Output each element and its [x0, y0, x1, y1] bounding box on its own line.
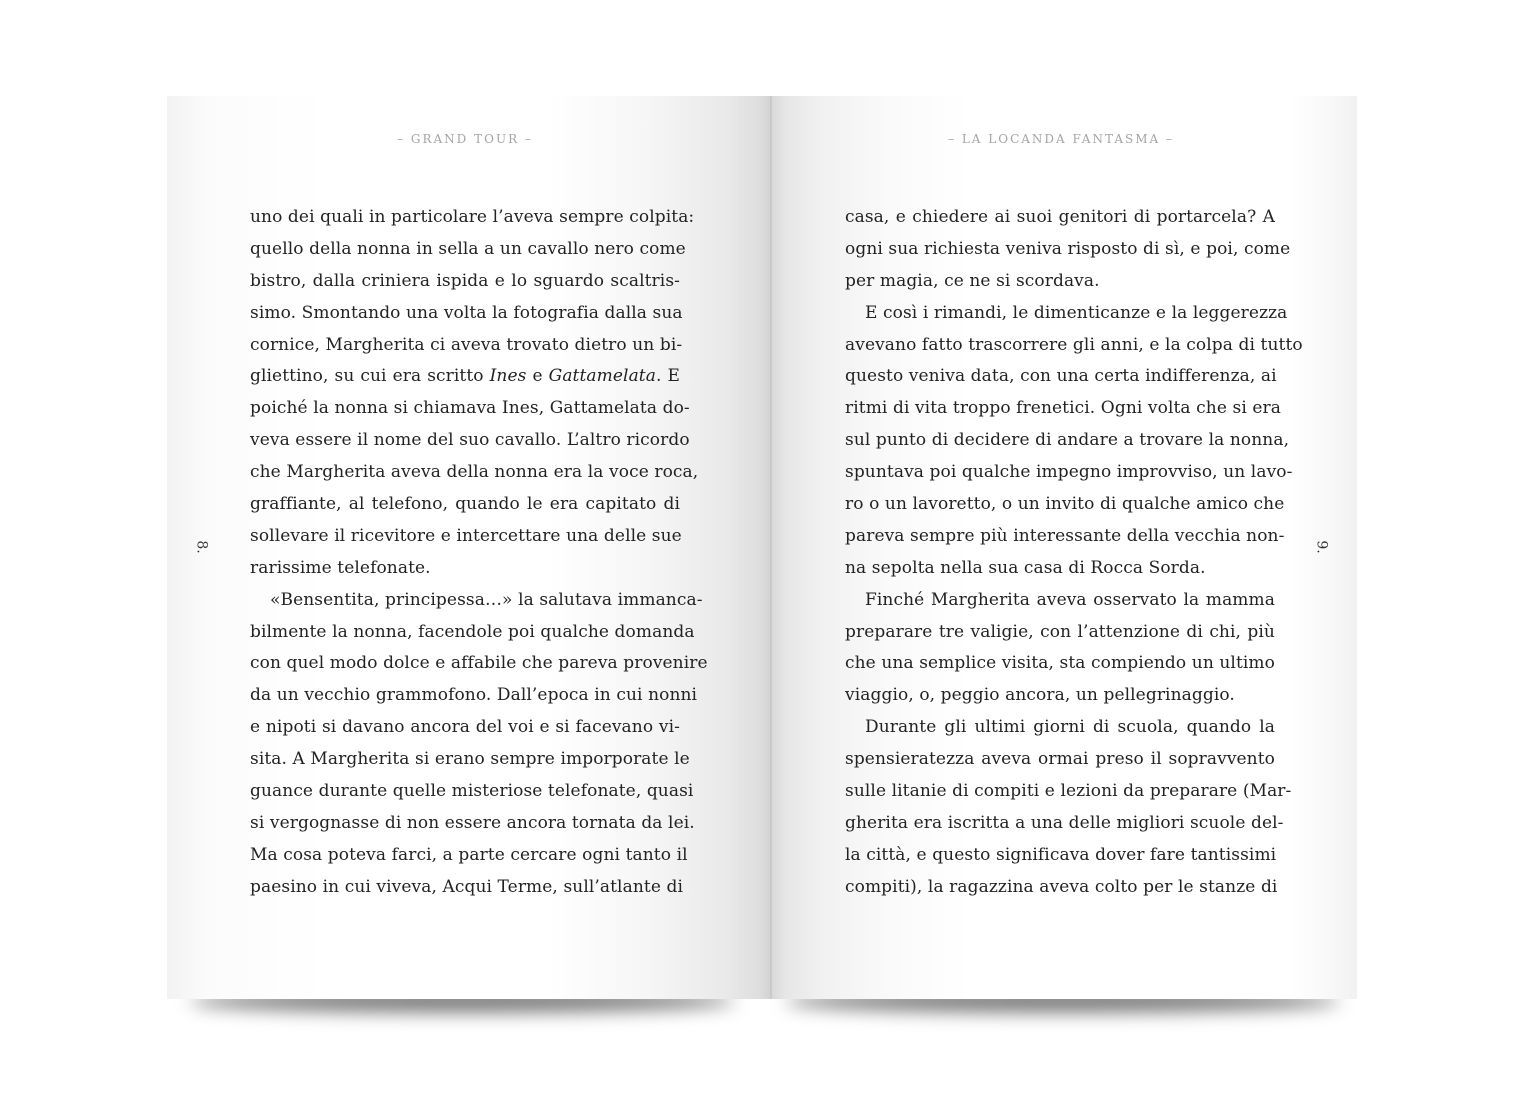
text-line: casa, e chiedere ai suoi genitori di portarcela? A	[845, 207, 1275, 227]
text-line: ogni sua richiesta veniva risposto di sì, e poi, come	[845, 238, 1291, 259]
text-line: na sepolta nella sua casa di Rocca Sorda.	[845, 557, 1206, 578]
left-running-head: – GRAND TOUR –	[397, 132, 533, 146]
text-line: compiti), la ragazzina aveva colto per le stanze di	[845, 876, 1278, 897]
text-line: bilmente la nonna, facendole poi qualche domanda	[250, 621, 695, 642]
left-page-number: 8.	[193, 540, 210, 554]
text-line: ritmi di vita troppo frenetici. Ogni volta che si era	[845, 398, 1281, 419]
text-line: si vergognasse di non essere ancora tornata da lei.	[250, 812, 695, 833]
text-line: spensieratezza aveva ormai preso il sopravvento	[845, 749, 1275, 770]
text-line: guance durante quelle misteriose telefonate, quasi	[250, 781, 694, 802]
right-page	[771, 96, 1357, 999]
text-line: poiché la nonna si chiamava Ines, Gattamelata do-	[250, 398, 690, 419]
text-line: pareva sempre più interessante della vecchia non-	[845, 525, 1285, 546]
text-line: quello della nonna in sella a un cavallo nero come	[250, 238, 686, 259]
text-line: con quel modo dolce e affabile che pareva provenire	[250, 653, 708, 674]
text-line: per magia, ce ne si scordava.	[845, 270, 1100, 291]
text-line: E così i rimandi, le dimenticanze e la leggerezza	[865, 302, 1288, 323]
text-line: da un vecchio grammofono. Dall’epoca in cui nonni	[250, 685, 698, 706]
right-running-head: – LA LOCANDA FANTASMA –	[948, 132, 1174, 146]
text-line: «Bensentita, principessa…» la salutava immanca-	[270, 589, 703, 610]
text-line: che una semplice visita, sta compiendo un ultimo	[845, 653, 1275, 674]
text-line: sulle litanie di compiti e lezioni da preparare (Mar-	[845, 781, 1292, 802]
text-line: simo. Smontando una volta la fotografia dalla sua	[250, 302, 683, 323]
text-line: ro o un lavoretto, o un invito di qualche amico che	[845, 494, 1285, 515]
text-line: veva essere il nome del suo cavallo. L’altro ricordo	[250, 430, 690, 451]
right-page-number: 9.	[1313, 540, 1330, 554]
text-line: che Margherita aveva della nonna era la voce roca,	[250, 462, 699, 483]
text-line: viaggio, o, peggio ancora, un pellegrinaggio.	[845, 685, 1235, 706]
text-line: paesino in cui viveva, Acqui Terme, sull’atlante di	[250, 876, 683, 897]
text-line: Durante gli ultimi giorni di scuola, quando la	[865, 717, 1275, 738]
text-line: e nipoti si davano ancora del voi e si facevano vi-	[250, 717, 680, 738]
text-line: questo veniva data, con una certa indifferenza, ai	[845, 366, 1277, 387]
text-line: la città, e questo significava dover fare tantissimi	[845, 844, 1277, 865]
text-line: rarissime telefonate.	[250, 557, 431, 578]
text-line: sul punto di decidere di andare a trovare la nonna,	[845, 430, 1290, 451]
right-page-text	[845, 202, 1303, 904]
text-line: bistro, dalla criniera ispida e lo sguardo scaltris-	[250, 270, 680, 291]
text-line: uno dei quali in particolare l’aveva sempre colpita:	[250, 207, 695, 227]
left-page	[167, 96, 771, 999]
italic-name: Gattamelata	[548, 366, 656, 387]
text-line: spuntava poi qualche impegno improvviso, un lavo-	[845, 462, 1293, 483]
text-line: avevano fatto trascorrere gli anni, e la colpa di tutto	[845, 334, 1303, 355]
text-line: graffiante, al telefono, quando le era capitato di	[250, 494, 680, 515]
text-line: Finché Margherita aveva osservato la mamma	[865, 589, 1275, 610]
italic-name: Ines	[489, 366, 527, 387]
book-gutter	[770, 96, 772, 999]
left-page-text	[250, 202, 708, 904]
text-line: gliettino, su cui era scritto Ines e Gattamelata. E	[250, 366, 680, 387]
text-line: cornice, Margherita ci aveva trovato dietro un bi-	[250, 334, 683, 355]
text-line: preparare tre valigie, con l’attenzione di chi, più	[845, 621, 1275, 642]
text-line: sita. A Margherita si erano sempre imporporate le	[250, 749, 690, 770]
text-line: Ma cosa poteva farci, a parte cercare ogni tanto il	[250, 844, 688, 865]
text-line: gherita era iscritta a una delle migliori scuole del-	[845, 812, 1284, 833]
text-line: sollevare il ricevitore e intercettare una delle sue	[250, 525, 682, 546]
